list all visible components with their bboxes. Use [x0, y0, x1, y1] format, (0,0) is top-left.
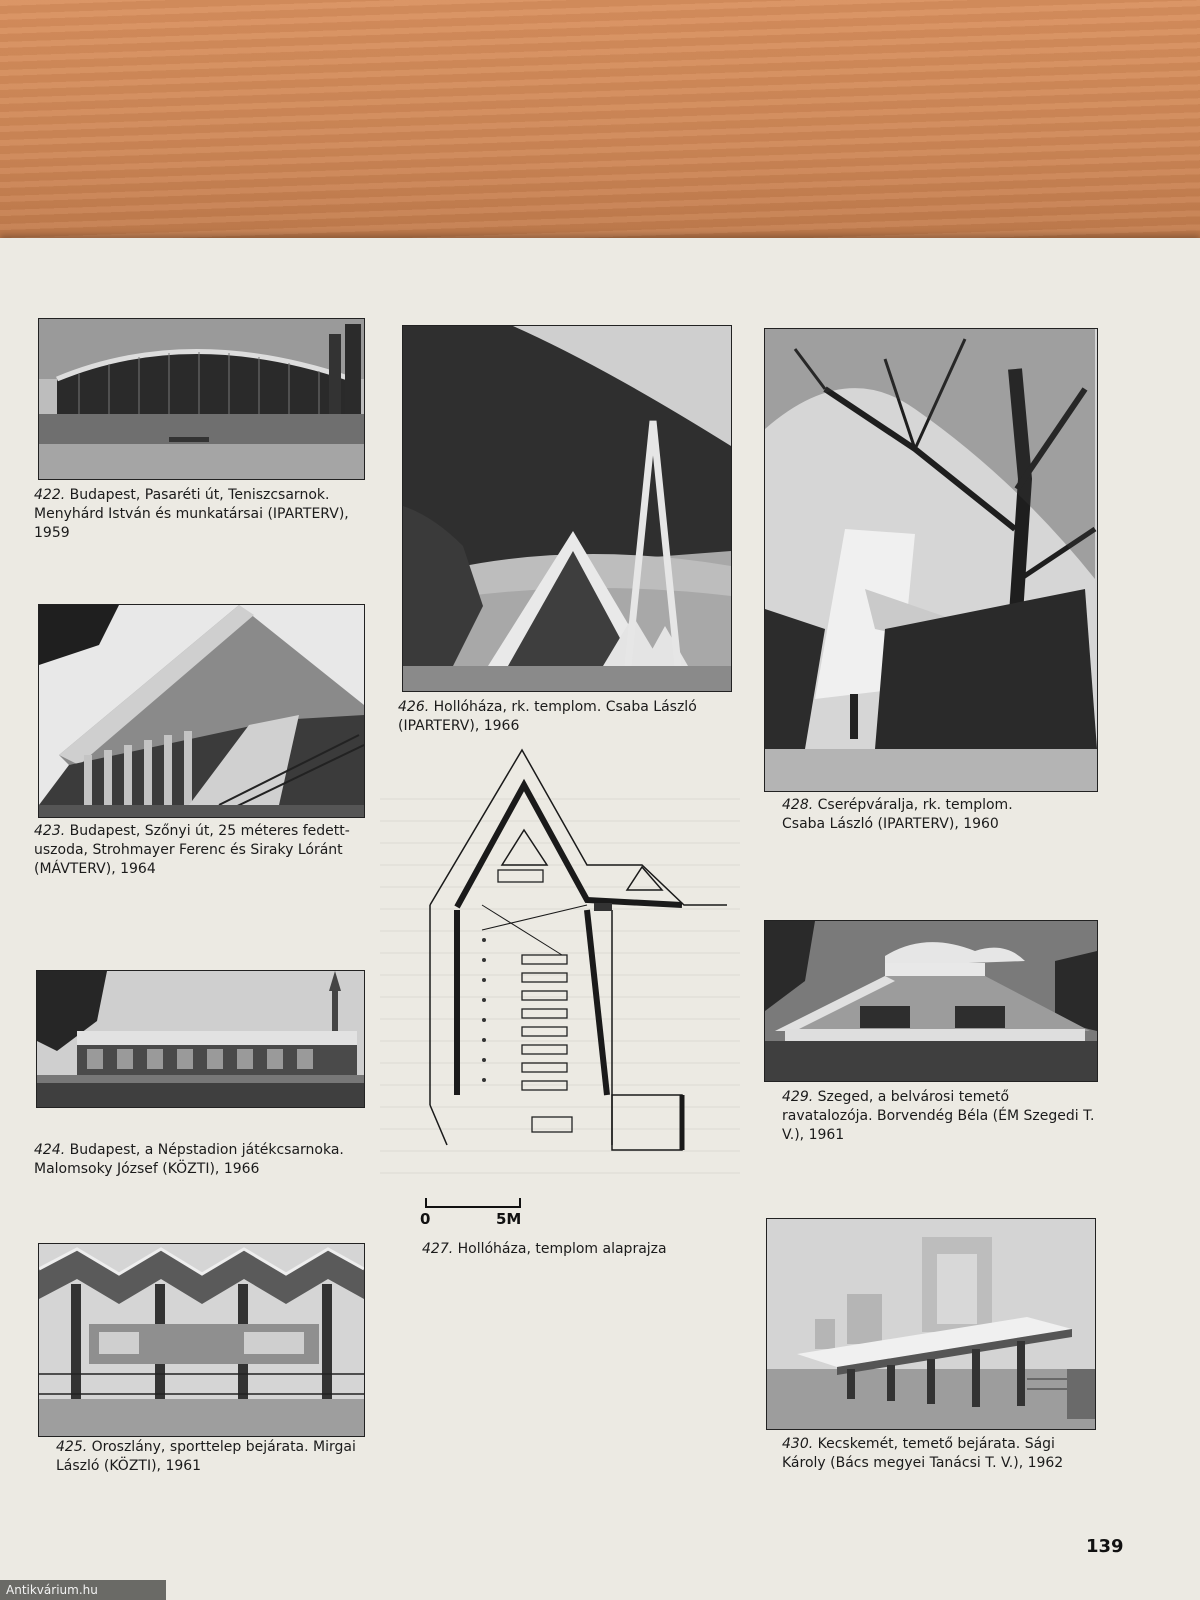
caption-text: Hollóháza, templom alaprajza — [453, 1241, 667, 1257]
photo-430-kecskemet-gate — [766, 1218, 1096, 1430]
caption-426 — [398, 698, 733, 736]
caption-424 — [34, 1141, 364, 1179]
figure-number: 422. — [34, 487, 66, 503]
caption-430 — [782, 1435, 1102, 1473]
photo-422-tennis-hall — [38, 318, 365, 480]
photo-423-swimming-pool — [38, 604, 365, 818]
caption-text: Cserépváralja, rk. templom. Csaba László (IPARTERV), 1960 — [782, 797, 1013, 832]
figure-number: 425. — [56, 1439, 88, 1455]
scale-bar-end-label: 5M — [496, 1210, 522, 1228]
scale-bar-start-label: 0 — [420, 1210, 431, 1228]
caption-425 — [56, 1438, 376, 1476]
caption-428 — [782, 796, 1052, 834]
photo-425-sports-entrance — [38, 1243, 365, 1437]
wooden-table-background — [0, 0, 1200, 250]
photo-428-cserepvaralja-church — [764, 328, 1098, 792]
caption-422 — [34, 486, 364, 543]
caption-text: Budapest, Pasaréti út, Teniszcsarnok. Menyhárd István és munkatársai (IPARTERV), 1959 — [34, 487, 349, 541]
floor-plan-427 — [402, 745, 732, 1155]
caption-427 — [422, 1240, 732, 1259]
caption-text: Kecskemét, temető bejárata. Sági Károly (Bács megyei Tanácsi T. V.), 1962 — [782, 1436, 1064, 1471]
photo-429-szeged-mortuary — [764, 920, 1098, 1082]
caption-text: Budapest, a Népstadion játékcsarnoka. Malomsoky József (KÖZTI), 1966 — [34, 1142, 344, 1177]
figure-number: 427. — [422, 1241, 454, 1257]
figure-number: 423. — [34, 823, 66, 839]
figure-number: 428. — [782, 797, 814, 813]
figure-number: 429. — [782, 1089, 814, 1105]
page-number: 139 — [1086, 1536, 1124, 1557]
photo-426-hollohaza-church — [402, 325, 732, 692]
caption-429 — [782, 1088, 1102, 1145]
caption-text: Budapest, Szőnyi út, 25 méteres fedett-uszoda, Strohmayer Ferenc és Siraky Lóránt (MÁVTERV), 1964 — [34, 823, 350, 877]
figure-number: 430. — [782, 1436, 814, 1452]
caption-text: Oroszlány, sporttelep bejárata. Mirgai László (KÖZTI), 1961 — [56, 1439, 356, 1474]
scale-bar — [425, 1198, 521, 1208]
figure-number: 424. — [34, 1142, 66, 1158]
watermark: Antikvárium.hu — [0, 1580, 166, 1600]
caption-423 — [34, 822, 364, 879]
caption-text: Hollóháza, rk. templom. Csaba László (IPARTERV), 1966 — [398, 699, 697, 734]
photo-424-nepstadion-hall — [36, 970, 365, 1108]
figure-number: 426. — [398, 699, 430, 715]
caption-text: Szeged, a belvárosi temető ravatalozója. Borvendég Béla (ÉM Szegedi T. V.), 1961 — [782, 1089, 1095, 1143]
